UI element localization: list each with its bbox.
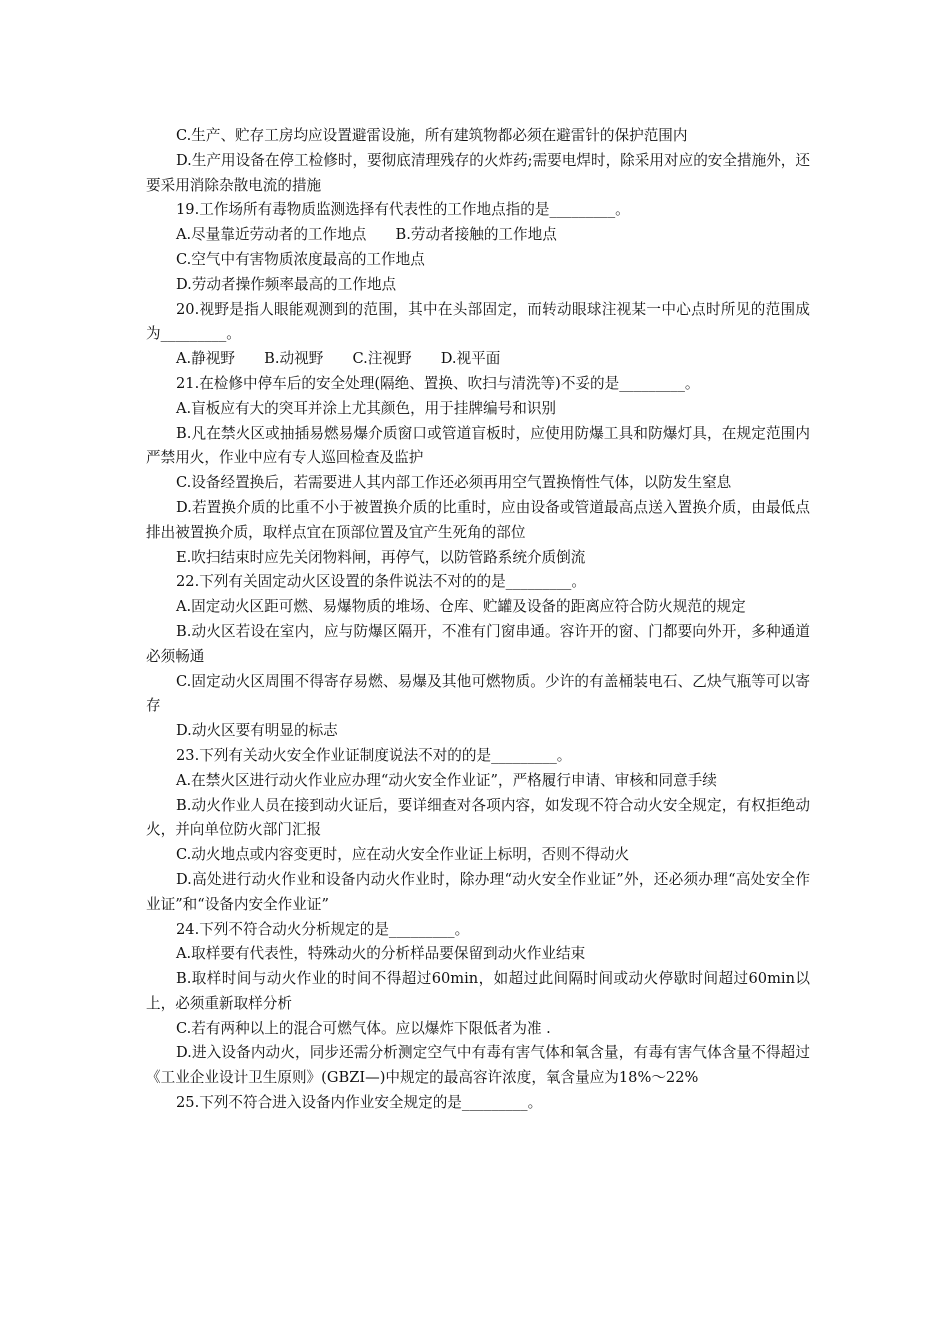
- paragraph: D.劳动者操作频率最高的工作地点: [176, 275, 397, 293]
- paragraph: A.静视野 B.动视野 C.注视野 D.视平面: [176, 350, 501, 368]
- question-22: 22.下列有关固定动火区设置的条件说法不对的的是_________。: [176, 573, 586, 591]
- paragraph: C.设备经置换后，若需要进人其内部工作还必须再用空气置换惰性气体，以防发生窒息: [176, 474, 732, 492]
- paragraph: B.动火区若设在室内，应与防爆区隔开，不准有门窗串通。容许开的窗、门都要向外开，多种通道必须畅通: [146, 622, 810, 665]
- paragraph: A.尽量靠近劳动者的工作地点 B.劳动者接触的工作地点: [176, 226, 557, 244]
- paragraph: B.凡在禁火区或抽插易燃易爆介质窗口或管道盲板时，应使用防爆工具和防爆灯具，在规定范围内严禁用火，作业中应有专人巡回检查及监护: [146, 424, 810, 467]
- question-21: 21.在检修中停车后的安全处理(隔绝、置换、吹扫与清洗等)不妥的是_________。: [176, 374, 700, 392]
- paragraph: A.固定动火区距可燃、易爆物质的堆场、仓库、贮罐及设备的距离应符合防火规范的规定: [176, 598, 746, 616]
- question-19: 19.工作场所有毒物质监测选择有代表性的工作地点指的是_________。: [176, 201, 630, 219]
- paragraph: D.生产用设备在停工检修时，要彻底清理残存的火炸药;需要电焊时，除采用对应的安全措施外，还要采用消除杂散电流的措施: [146, 151, 810, 194]
- paragraph: C.生产、贮存工房均应设置避雷设施，所有建筑物都必须在避雷针的保护范围内: [176, 127, 688, 144]
- paragraph: D.高处进行动火作业和设备内动火作业时，除办理“动火安全作业证”外，还必须办理“高处安全作业证”和“设备内安全作业证”: [146, 870, 810, 913]
- question-23: 23.下列有关动火安全作业证制度说法不对的的是_________。: [176, 746, 572, 764]
- document-page: [146, 124, 810, 1116]
- paragraph: D.若置换介质的比重不小于被置换介质的比重时，应由设备或管道最高点送入置换介质，由最低点排出被置换介质，取样点宜在顶部位置及宜产生死角的部位: [146, 498, 810, 541]
- paragraph: C.动火地点或内容变更时，应在动火安全作业证上标明，否则不得动火: [176, 846, 630, 864]
- paragraph: C.固定动火区周围不得寄存易燃、易爆及其他可燃物质。少许的有盖桶装电石、乙炔气瓶等可以寄存: [146, 672, 810, 715]
- paragraph: A.取样要有代表性，特殊动火的分析样品要保留到动火作业结束: [176, 945, 586, 963]
- paragraph: A.在禁火区进行动火作业应办理“动火安全作业证”，严格履行申请、审核和同意手续: [176, 771, 717, 789]
- paragraph: D.进入设备内动火，同步还需分析测定空气中有毒有害气体和氧含量，有毒有害气体含量不得超过《工业企业设计卫生原则》(GBZI—)中规定的最高容许浓度，氧含量应为18%～22%: [146, 1044, 810, 1087]
- paragraph: D.动火区要有明显的标志: [176, 722, 338, 740]
- question-25: 25.下列不符合进入设备内作业安全规定的是_________。: [176, 1094, 543, 1112]
- paragraph: C.空气中有害物质浓度最高的工作地点: [176, 250, 425, 268]
- paragraph: A.盲板应有大的突耳并涂上尤其颜色，用于挂牌编号和识别: [176, 399, 557, 417]
- paragraph: B.动火作业人员在接到动火证后，要详细查对各项内容，如发现不符合动火安全规定，有权拒绝动火，并向单位防火部门汇报: [146, 796, 810, 839]
- paragraph: B.取样时间与动火作业的时间不得超过60min，如超过此间隔时间或动火停歇时间超过60min以上，必须重新取样分析: [146, 970, 810, 1012]
- paragraph: C.若有两种以上的混合可燃气体。应以爆炸下限低者为准 .: [176, 1019, 551, 1037]
- paragraph: E.吹扫结束时应先关闭物料闸，再停气，以防管路系统介质倒流: [176, 548, 586, 566]
- question-20: 20.视野是指人眼能观测到的范围，其中在头部固定，而转动眼球注视某一中心点时所见的范围成为_________。: [146, 300, 810, 343]
- question-24: 24.下列不符合动火分析规定的是_________。: [176, 920, 470, 938]
